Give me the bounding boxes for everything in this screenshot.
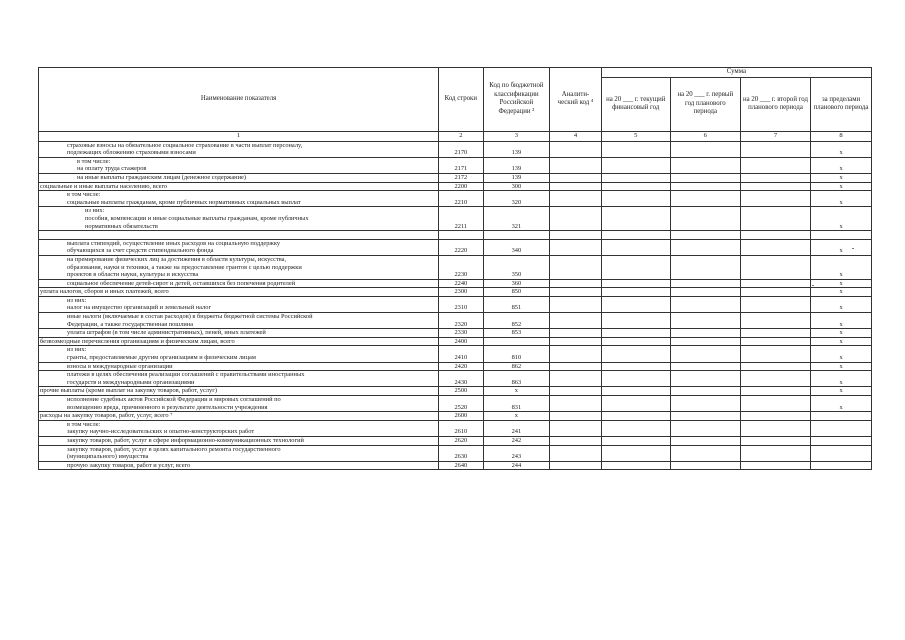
analytic-code-cell [550,445,601,461]
second-plan-year-cell [740,231,810,240]
indicator-name [39,387,439,396]
analytic-code-cell [550,191,601,207]
beyond-plan-cell [811,231,872,240]
indicator-name [39,173,439,182]
budget-classification-code: 139 [483,157,550,173]
budget-classification-code: 243 [483,445,550,461]
row-code: 2410 [439,346,483,362]
beyond-plan-cell: x [811,255,872,279]
current-year-cell [601,255,670,279]
current-year-cell [601,461,670,470]
budget-classification-code [483,231,550,240]
beyond-plan-cell: x [811,141,872,157]
beyond-plan-cell: x [811,396,872,412]
table-row [39,231,872,240]
indicator-name-line: закупку научно-исследовательских и опытно-конструкторских работ [67,428,255,436]
header-first-plan-year: на 20 ___ г. первый год планового периода [670,77,740,131]
second-plan-year-cell [740,396,810,412]
budget-classification-code: 863 [483,371,550,387]
second-plan-year-cell [740,461,810,470]
row-code: 2610 [439,420,483,436]
financial-plan-table [38,67,872,470]
indicator-name-line: гранты, предоставляемые другим организациям и физическим лицам [67,354,256,362]
current-year-cell [601,239,670,255]
col-number: 6 [670,131,740,141]
indicator-name-line: расходы на закупку товаров, работ, услуг, всего ⁷ [40,412,173,420]
table-row [39,371,872,387]
indicator-name-line: пособия, компенсации и иные социальные выплаты гражданам, кроме публичных [85,214,309,222]
first-plan-year-cell [670,255,740,279]
row-code: 2600 [439,412,483,421]
second-plan-year-cell [740,346,810,362]
second-plan-year-cell [740,157,810,173]
budget-classification-code: 244 [483,461,550,470]
row-code: 2320 [439,313,483,329]
row-code: 2230 [439,255,483,279]
beyond-plan-cell [811,436,872,445]
indicator-name-line: уплата штрафов (в том числе административных), пеней, иных платежей [67,329,266,337]
table-row [39,173,872,182]
budget-classification-code: 241 [483,420,550,436]
first-plan-year-cell [670,329,740,338]
indicator-name-line: государств и международными организациями [67,378,195,386]
first-plan-year-cell [670,337,740,346]
col-number: 2 [439,131,483,141]
budget-classification-code: x [483,412,550,421]
second-plan-year-cell [740,362,810,371]
indicator-name [39,371,439,387]
indicator-name [39,329,439,338]
current-year-cell [601,445,670,461]
analytic-code-cell [550,157,601,173]
first-plan-year-cell [670,420,740,436]
row-code: 2300 [439,288,483,297]
indicator-name [39,239,439,255]
indicator-name-line: из них: [85,207,105,215]
first-plan-year-cell [670,279,740,288]
analytic-code-cell [550,255,601,279]
table-row [39,329,872,338]
header-code: Код строки [439,68,483,132]
current-year-cell [601,141,670,157]
row-code: 2640 [439,461,483,470]
beyond-plan-cell: x [811,239,872,255]
table-row [39,239,872,255]
indicator-name [39,337,439,346]
indicator-name-line: налог на имущество организаций и земельный налог [67,304,212,312]
indicator-name-line: социальное обеспечение детей-сирот и детей, оставшихся без попечения родителей [67,279,296,287]
table-row [39,337,872,346]
first-plan-year-cell [670,288,740,297]
table-row [39,461,872,470]
current-year-cell [601,296,670,312]
beyond-plan-cell: x [811,346,872,362]
table-row [39,141,872,157]
table-row [39,445,872,461]
second-plan-year-cell [740,288,810,297]
budget-classification-code: 851 [483,296,550,312]
budget-classification-code: 139 [483,173,550,182]
indicator-name [39,191,439,207]
indicator-name [39,436,439,445]
indicator-name-line: прочие выплаты (кроме выплат на закупку товаров, работ, услуг) [40,387,217,395]
indicator-name [39,412,439,421]
first-plan-year-cell [670,387,740,396]
row-code: 2330 [439,329,483,338]
header-name: Наименование показателя [39,68,439,132]
first-plan-year-cell [670,436,740,445]
indicator-name-line: подлежащих обложению страховыми взносами [67,149,196,157]
first-plan-year-cell [670,313,740,329]
table-header [39,68,872,142]
table-row [39,207,872,231]
beyond-plan-cell: x [811,296,872,312]
current-year-cell [601,436,670,445]
analytic-code-cell [550,337,601,346]
beyond-plan-cell: x [811,362,872,371]
budget-classification-code: 139 [483,141,550,157]
table-row [39,387,872,396]
current-year-cell [601,182,670,191]
table-row [39,362,872,371]
analytic-code-cell [550,239,601,255]
row-code: 2210 [439,191,483,207]
row-code [439,231,483,240]
first-plan-year-cell [670,173,740,182]
indicator-name-line: в том числе: [67,420,101,428]
current-year-cell [601,396,670,412]
table-row [39,436,872,445]
current-year-cell [601,329,670,338]
plan-table-page [38,67,872,470]
indicator-name [39,207,439,231]
second-plan-year-cell [740,420,810,436]
table-row [39,191,872,207]
analytic-code-cell [550,461,601,470]
first-plan-year-cell [670,239,740,255]
row-code: 2420 [439,362,483,371]
indicator-name-line: возмещению вреда, причиненного в результате деятельности учреждения [67,403,268,411]
row-code: 2310 [439,296,483,312]
indicator-name [39,346,439,362]
first-plan-year-cell [670,141,740,157]
indicator-name [39,313,439,329]
col-number: 1 [39,131,439,141]
budget-classification-code: 300 [483,182,550,191]
analytic-code-cell [550,296,601,312]
table-row [39,182,872,191]
indicator-name-line: платежи в целях обеспечения реализации соглашений с правительствами иностранных [67,371,305,379]
first-plan-year-cell [670,296,740,312]
second-plan-year-cell [740,239,810,255]
beyond-plan-cell: x [811,191,872,207]
col-number: 7 [740,131,810,141]
analytic-code-cell [550,329,601,338]
header-budget-code: Код по бюджетной классификации Российской Федерации ³ [483,68,550,132]
row-code: 2171 [439,157,483,173]
analytic-code-cell [550,346,601,362]
analytic-code-cell [550,371,601,387]
budget-classification-code: 862 [483,362,550,371]
col-number: 4 [550,131,601,141]
second-plan-year-cell [740,182,810,191]
table-row [39,313,872,329]
indicator-name-line: проектов в области науки, культуры и искусства [67,271,199,279]
analytic-code-cell [550,173,601,182]
current-year-cell [601,412,670,421]
analytic-code-cell [550,436,601,445]
analytic-code-cell [550,288,601,297]
beyond-plan-cell: x [811,329,872,338]
indicator-name [39,279,439,288]
indicator-name-line: нормативных обязательств [85,222,158,230]
table-row [39,412,872,421]
analytic-code-cell [550,387,601,396]
budget-classification-code: 340 [483,239,550,255]
indicator-name-line: закупку товаров, работ, услуг в целях капитального ремонта государственного [67,445,281,453]
indicator-name [39,182,439,191]
indicator-name [39,141,439,157]
budget-classification-code [483,337,550,346]
indicator-name-line: безвозмездные перечисления организациям и физическим лицам, всего [40,337,235,345]
budget-classification-code: 350 [483,255,550,279]
second-plan-year-cell [740,337,810,346]
col-number: 8 [811,131,872,141]
first-plan-year-cell [670,371,740,387]
beyond-plan-cell: x [811,279,872,288]
beyond-plan-cell [811,420,872,436]
beyond-plan-cell: x [811,157,872,173]
budget-classification-code: 242 [483,436,550,445]
second-plan-year-cell [740,207,810,231]
scan-speck [852,248,854,249]
row-code: 2240 [439,279,483,288]
second-plan-year-cell [740,173,810,182]
row-code: 2430 [439,371,483,387]
indicator-name-line: страховые взносы на обязательное социальное страхование в части выплат персоналу, [67,141,303,149]
indicator-name-line: выплата стипендий, осуществление иных расходов на социальную поддержку [67,239,281,247]
first-plan-year-cell [670,182,740,191]
indicator-name [39,288,439,297]
second-plan-year-cell [740,296,810,312]
indicator-name-line: в том числе: [77,157,111,165]
row-code: 2500 [439,387,483,396]
indicator-name-line: на оплату труда стажеров [77,165,147,173]
table-body [39,141,872,470]
current-year-cell [601,371,670,387]
indicator-name-line [67,231,436,239]
indicator-name-line: образования, науки и техники, а также на предоставление грантов с целью поддержки [67,263,302,271]
indicator-name-line: на иные выплаты гражданским лицам (денежное содержание) [77,173,246,181]
indicator-name [39,420,439,436]
indicator-name-line: обучающихся за счет средств стипендиального фонда [67,247,214,255]
table-row [39,296,872,312]
beyond-plan-cell [811,461,872,470]
indicator-name-line: Федерации, а также государственная пошлина [67,320,194,328]
indicator-name-line: закупку товаров, работ, услуг в сфере информационно-коммуникационных технологий [67,436,304,444]
indicator-name-line: исполнение судебных актов Российской Федерации и мировых соглашений по [67,396,281,403]
budget-classification-code: x [483,387,550,396]
beyond-plan-cell: x [811,387,872,396]
budget-classification-code: 810 [483,346,550,362]
analytic-code-cell [550,396,601,412]
second-plan-year-cell [740,412,810,421]
current-year-cell [601,346,670,362]
first-plan-year-cell [670,461,740,470]
budget-classification-code: 831 [483,396,550,412]
first-plan-year-cell [670,362,740,371]
second-plan-year-cell [740,371,810,387]
analytic-code-cell [550,141,601,157]
indicator-name-line: социальные выплаты гражданам, кроме публичных нормативных социальных выплат [67,198,301,206]
beyond-plan-cell: x [811,207,872,231]
row-code: 2172 [439,173,483,182]
row-code: 2520 [439,396,483,412]
indicator-name-line: на премирование физических лиц за достижения в области культуры, искусства, [67,255,287,263]
analytic-code-cell [550,279,601,288]
row-code: 2211 [439,207,483,231]
indicator-name-line: из них: [67,296,87,304]
header-analytic-code: Аналити-ческий код ⁴ [550,68,601,132]
header-beyond-plan: за пределами планового периода [811,77,872,131]
first-plan-year-cell [670,191,740,207]
analytic-code-cell [550,362,601,371]
first-plan-year-cell [670,346,740,362]
table-row [39,420,872,436]
indicator-name-line: уплата налогов, сборов и иных платежей, всего [40,288,169,296]
table-row [39,346,872,362]
analytic-code-cell [550,207,601,231]
second-plan-year-cell [740,313,810,329]
budget-classification-code: 360 [483,279,550,288]
indicator-name [39,231,439,240]
row-code: 2630 [439,445,483,461]
current-year-cell [601,207,670,231]
row-code: 2170 [439,141,483,157]
first-plan-year-cell [670,445,740,461]
indicator-name-line: (муниципального) имущества [67,453,149,461]
beyond-plan-cell: x [811,173,872,182]
indicator-name-line: из них: [67,346,87,354]
table-row [39,288,872,297]
indicator-name-line: прочую закупку товаров, работ и услуг, всего [67,461,191,469]
header-current-year: на 20 ___ г. текущий финансовый год [601,77,670,131]
current-year-cell [601,337,670,346]
second-plan-year-cell [740,387,810,396]
row-code: 2220 [439,239,483,255]
indicator-name [39,157,439,173]
budget-classification-code: 853 [483,329,550,338]
indicator-name [39,296,439,312]
budget-classification-code: 852 [483,313,550,329]
indicator-name [39,255,439,279]
analytic-code-cell [550,182,601,191]
second-plan-year-cell [740,255,810,279]
col-number: 3 [483,131,550,141]
table-row [39,157,872,173]
beyond-plan-cell [811,412,872,421]
beyond-plan-cell: x [811,371,872,387]
indicator-name [39,362,439,371]
table-row [39,396,872,412]
analytic-code-cell [550,420,601,436]
second-plan-year-cell [740,436,810,445]
current-year-cell [601,313,670,329]
header-sum: Сумма [601,68,871,78]
first-plan-year-cell [670,157,740,173]
current-year-cell [601,288,670,297]
row-code: 2620 [439,436,483,445]
indicator-name [39,461,439,470]
current-year-cell [601,157,670,173]
second-plan-year-cell [740,191,810,207]
indicator-name-line: социальные и иные выплаты населению, всего [40,182,168,190]
current-year-cell [601,279,670,288]
budget-classification-code: 850 [483,288,550,297]
analytic-code-cell [550,231,601,240]
indicator-name-line: в том числе: [67,191,101,199]
second-plan-year-cell [740,329,810,338]
table-row [39,255,872,279]
indicator-name-line: взносы в международные организации [67,362,173,370]
first-plan-year-cell [670,231,740,240]
header-second-plan-year: на 20 ___ г. второй год планового периода [740,77,810,131]
beyond-plan-cell: x [811,313,872,329]
current-year-cell [601,173,670,182]
beyond-plan-cell: x [811,337,872,346]
first-plan-year-cell [670,396,740,412]
indicator-name [39,445,439,461]
current-year-cell [601,191,670,207]
budget-classification-code: 321 [483,207,550,231]
indicator-name [39,396,439,412]
table-row [39,279,872,288]
analytic-code-cell [550,412,601,421]
analytic-code-cell [550,313,601,329]
current-year-cell [601,420,670,436]
indicator-name-line: иные налоги (включаемые в состав расходов) в бюджеты бюджетной системы Российской [67,313,313,321]
beyond-plan-cell [811,445,872,461]
current-year-cell [601,231,670,240]
first-plan-year-cell [670,412,740,421]
second-plan-year-cell [740,279,810,288]
scan-speck [812,285,814,286]
second-plan-year-cell [740,445,810,461]
budget-classification-code: 320 [483,191,550,207]
col-number: 5 [601,131,670,141]
second-plan-year-cell [740,141,810,157]
beyond-plan-cell: x [811,182,872,191]
beyond-plan-cell: x [811,288,872,297]
row-code: 2200 [439,182,483,191]
current-year-cell [601,362,670,371]
current-year-cell [601,387,670,396]
row-code: 2400 [439,337,483,346]
first-plan-year-cell [670,207,740,231]
